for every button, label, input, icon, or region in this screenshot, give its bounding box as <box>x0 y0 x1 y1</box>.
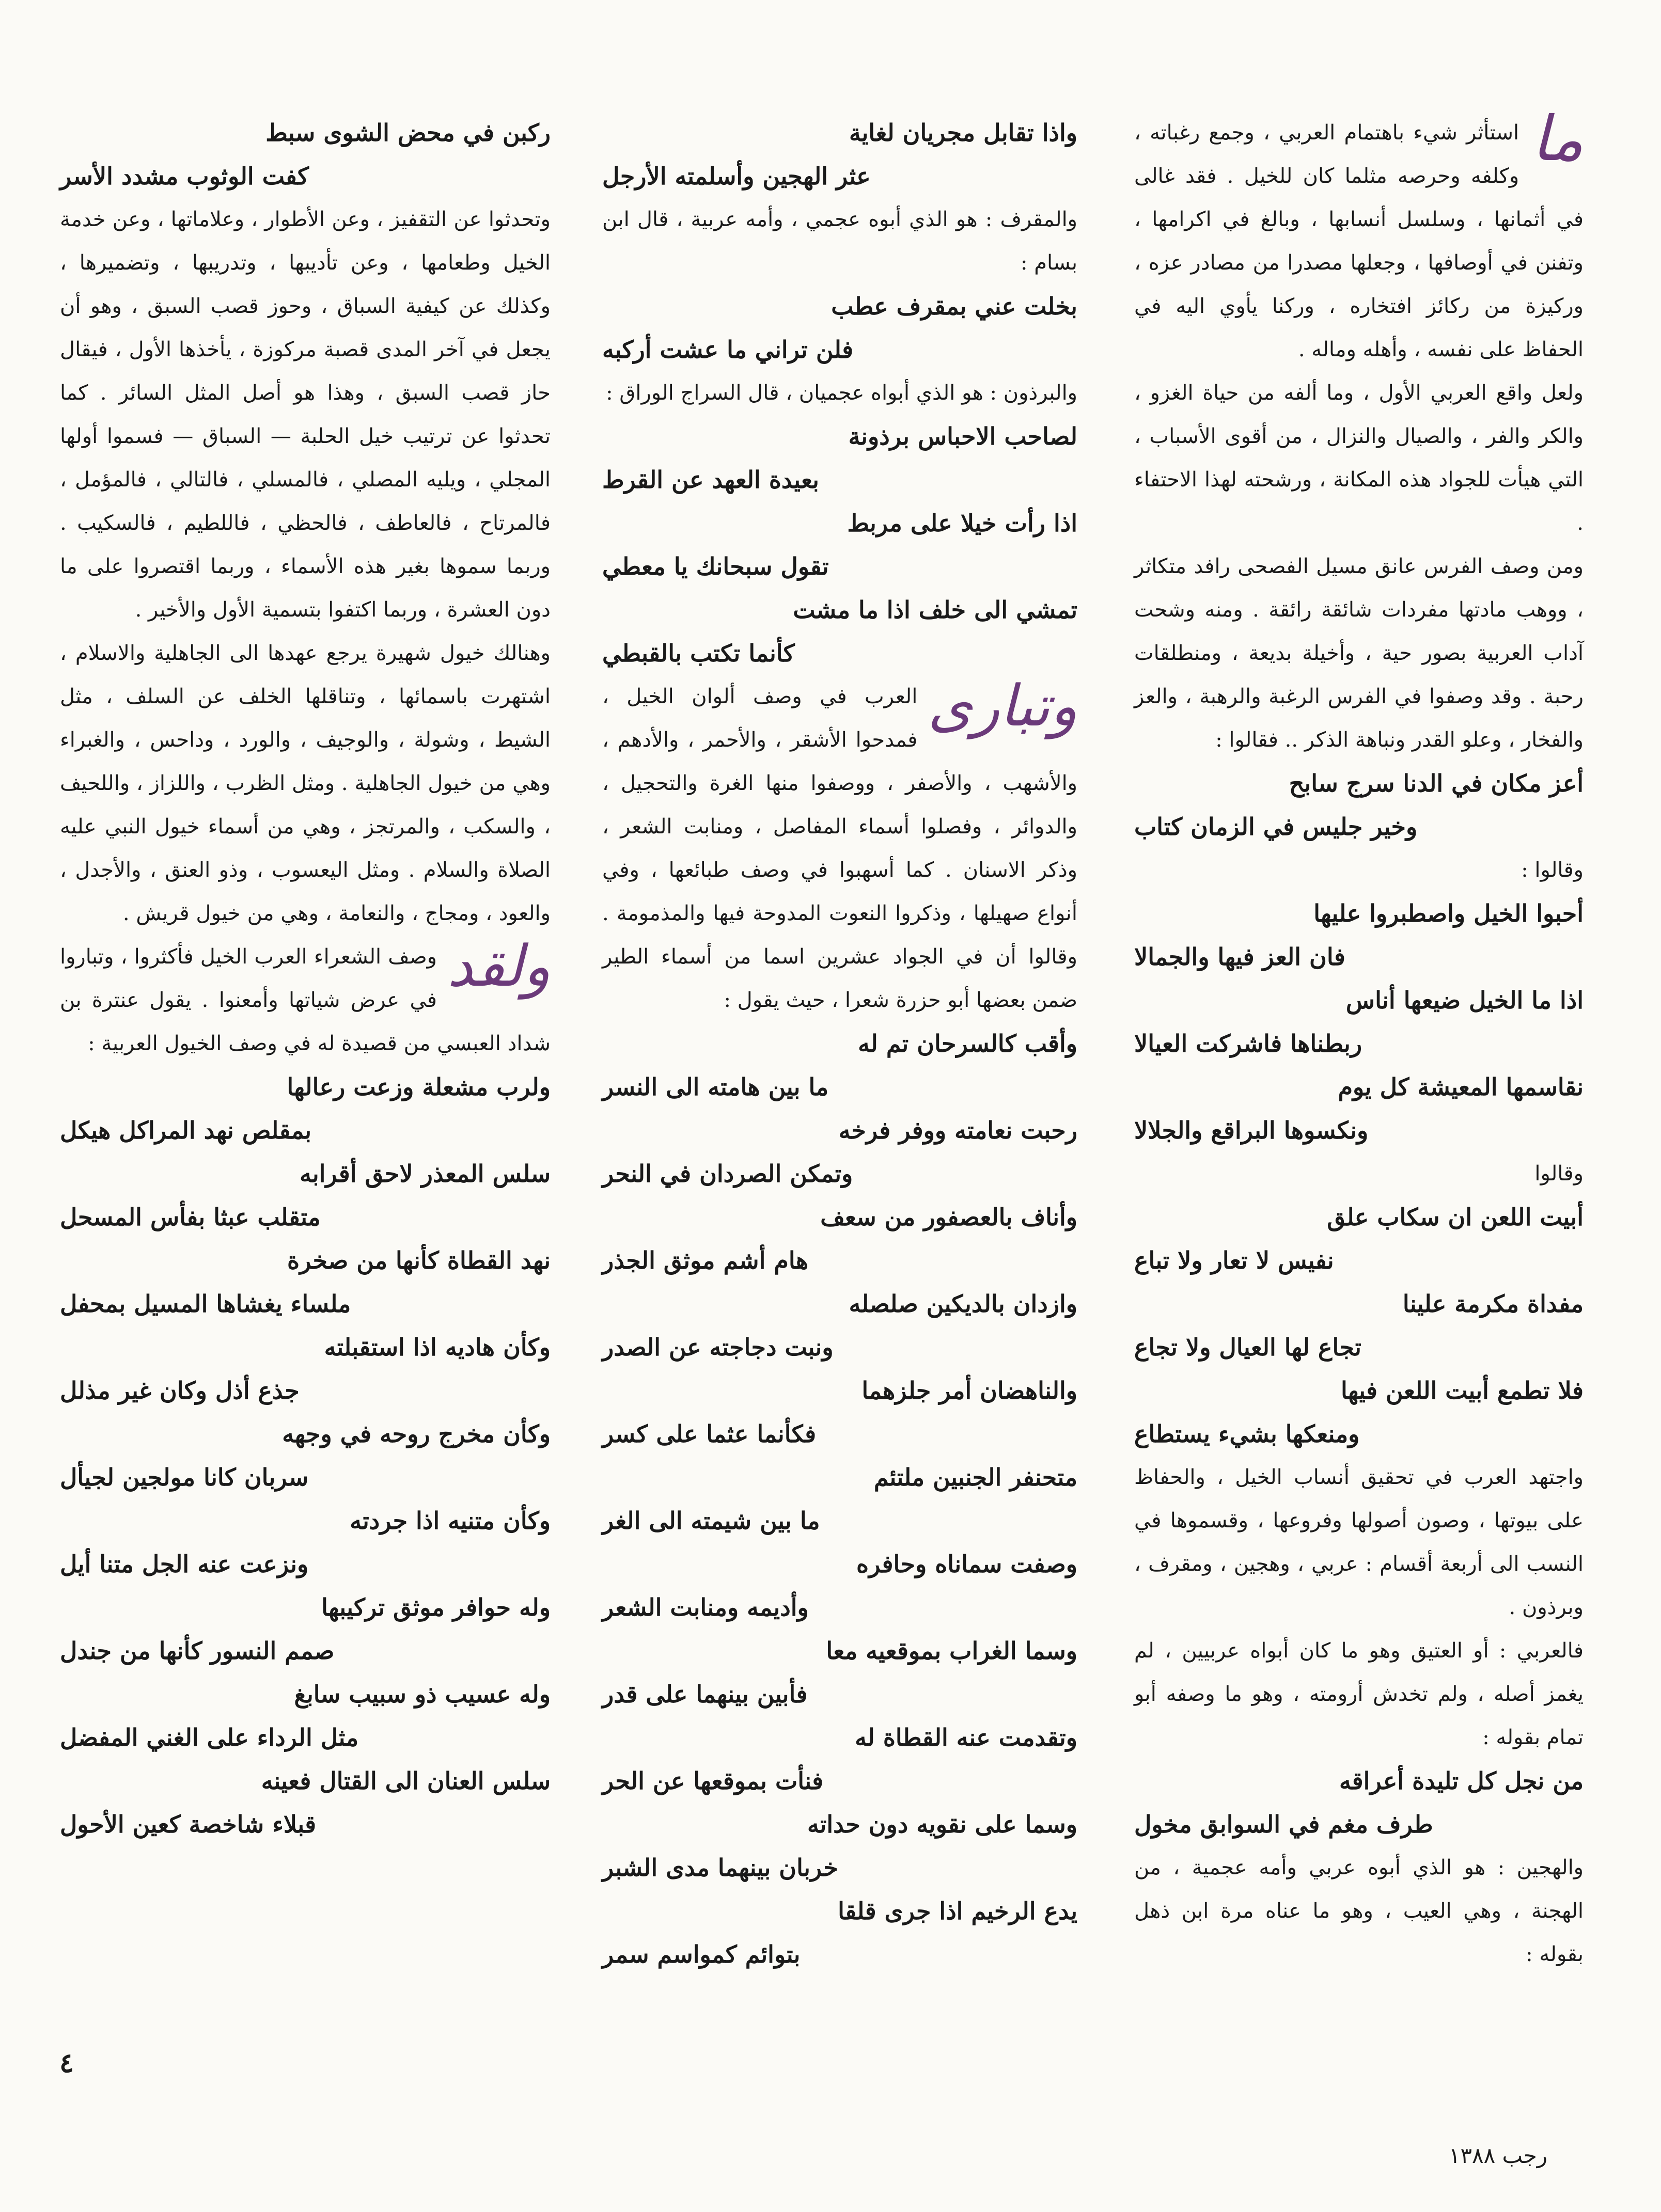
verse-line: بعيدة العهد عن القرط <box>602 466 819 494</box>
verse-line: بخلت عني بمقرف عطب <box>831 292 1077 320</box>
verse-line: ومنعكها بشيء يستطاع <box>1134 1420 1360 1448</box>
verse-line: صمم النسور كأنها من جندل <box>60 1637 335 1665</box>
verse-line: ولرب مشعلة وزعت رعالها <box>287 1073 551 1101</box>
paragraph: ولعل واقع العربي الأول ، وما ألفه من حياة الغزو ، والكر والفر ، والصيال والنزال ، من أقوى الأسباب ، التي هيأت للجواد هذه المكانة ، ورشحته لهذا الاحتفاء . <box>1134 381 1584 535</box>
verse-line: نهد القطاة كأنها من صخرة <box>287 1246 551 1274</box>
decorative-initial: ولقد <box>447 933 551 999</box>
paragraph <box>60 935 551 1065</box>
verse-line: تقول سبحانك يا معطي <box>602 552 829 580</box>
verse-line: خربان بينهما مدى الشبر <box>602 1854 838 1882</box>
paragraph: والمقرف : هو الذي أبوه عجمي ، وأمه عربية ، قال ابن بسام : <box>602 208 1077 275</box>
verse-line: أبيت اللعن ان سكاب علق <box>1327 1203 1584 1231</box>
paragraph: ومن وصف الفرس عانق مسيل الفصحى رافد متكاثر ، ووهب مادتها مفردات شائقة رائقة . ومنه وشحت آداب العربية بصور حية ، وأخيلة بديعة ، ومنطلقات رحبة . وقد وصفوا في الفرس الرغبة والرهبة ، والعز والفخار ، وعلو القدر ونباهة الذكر .. فقالوا : <box>1134 555 1584 752</box>
verse-line: واذا تقابل مجريان لغاية <box>849 119 1077 147</box>
verse-line: بمقلص نهد المراكل هيكل <box>60 1116 312 1144</box>
paragraph <box>602 675 1077 1022</box>
decorative-initial: وتبارى <box>928 673 1077 739</box>
verse-line: سربان كانا مولجين لجيأل <box>60 1463 309 1491</box>
paragraph-text: استأثر شيء باهتمام العربي ، وجمع رغباته ، وكلفه وحرصه مثلما كان للخيل . فقد غالى في أثمانها ، وسلسل أنسابها ، وبالغ في اكرامها ، وتفنن في أوصافها ، وجعلها مصدرا من مصادر عزه ، وركيزة من ركائز افتخاره ، وركنا يأوي اليه في الحفاظ على نفسه ، وأهله وماله . <box>1134 121 1584 361</box>
paragraph: وقالوا : <box>1521 858 1584 882</box>
verse-line: فكأنما عثما على كسر <box>602 1420 817 1448</box>
verse-line: ونزعت عنه الجل متنا أيل <box>60 1550 309 1578</box>
verse-line: وأقب كالسرحان تم له <box>858 1030 1077 1057</box>
verse-line: وصفت سماناه وحافره <box>856 1550 1077 1578</box>
verse-line: كفت الوثوب مشدد الأسر <box>60 162 309 190</box>
verse-line: مفداة مكرمة علينا <box>1402 1290 1584 1318</box>
verse-line: قبلاء شاخصة كعين الأحول <box>60 1810 317 1838</box>
paragraph: وتحدثوا عن التقفيز ، وعن الأطوار ، وعلاماتها ، وعن خدمة الخيل وطعامها ، وعن تأديبها ، وتدريبها ، وتضميرها ، وكذلك عن كيفية السباق ، وحوز قصب السبق ، وهو أن يجعل في آخر المدى قصبة مركوزة ، يأخذها الأول ، فيقال حاز قصب السبق ، وهذا هو أصل المثل السائر . كما تحدثوا عن ترتيب خيل الحلبة — السباق — فسموا أولها المجلي ، ويليه المصلي ، فالمسلي ، فالتالي ، فالمؤمل ، فالمرتاح ، فالعاطف ، فالحظي ، فاللطيم ، فالسكيب . وربما سموها بغير هذه الأسماء ، وربما اقتصروا على ما دون العشرة ، وربما اكتفوا بتسمية الأول والأخير . <box>60 208 551 622</box>
verse-line: تمشي الى خلف اذا ما مشت <box>793 596 1077 624</box>
verse-line: ملساء يغشاها المسيل بمحفل <box>60 1290 351 1318</box>
article-column-right <box>1134 103 1584 1976</box>
verse-line: كأنما تكتب بالقبطي <box>602 639 795 667</box>
paragraph: وهنالك خيول شهيرة يرجع عهدها الى الجاهلية والاسلام ، اشتهرت باسمائها ، وتناقلها الخلف عن السلف ، مثل الشيط ، وشولة ، والوجيف ، والورد ، وداحس ، والغبراء وهي من خيول الجاهلية . ومثل الظرب ، واللزاز ، واللحيف ، والسكب ، والمرتجز ، وهي من أسماء خيول النبي عليه الصلاة والسلام . ومثل اليعسوب ، وذو العنق ، والأجدل ، والعود ، ومجاج ، والنعامة ، وهي من خيول قريش . <box>60 641 551 925</box>
verse-line: بتوائم كمواسم سمر <box>602 1940 801 1968</box>
verse-line: فنأت بموقعها عن الحر <box>602 1767 824 1795</box>
verse-line: يدع الرخيم اذا جرى قلقا <box>838 1897 1077 1925</box>
verse-line: والناهضان أمر جلزهما <box>861 1377 1077 1404</box>
paragraph: واجتهد العرب في تحقيق أنساب الخيل ، والحفاظ على بيوتها ، وصون أصولها وفروعها ، وقسموها في النسب الى أربعة أقسام : عربي ، وهجين ، ومقرف ، وبرذون . <box>1134 1465 1584 1619</box>
verse-line: ما بين شيمته الى الغر <box>602 1507 820 1535</box>
paragraph-text: العرب في وصف ألوان الخيل ، فمدحوا الأشقر ، والأحمر ، والأدهم ، والأشهب ، والأصفر ، ووصفوا منها الغرة والتحجيل ، والدوائر ، وفصلوا أسماء المفاصل ، ومنابت الشعر ، وذكر الاسنان . كما أسهبوا في وصف طبائعها ، وفي أنواع صهيلها ، وذكروا النعوت المدوحة فيها والمذمومة . وقالوا أن في الجواد عشرين اسما من أسماء الطير ضمن بعضها أبو حزرة شعرا ، حيث يقول : <box>602 685 1077 1012</box>
page-number: ٤ <box>59 2047 74 2079</box>
verse-line: طرف مغم في السوابق مخول <box>1134 1810 1433 1838</box>
verse-line: وله عسيب ذو سبيب سابغ <box>294 1680 551 1708</box>
verse-line: أعز مكان في الدنا سرج سابح <box>1289 769 1584 797</box>
verse-line: اذا ما الخيل ضيعها أناس <box>1345 986 1584 1014</box>
verse-line: تجاع لها العيال ولا تجاع <box>1134 1333 1361 1361</box>
verse-line: ونكسوها البراقع والجلالا <box>1134 1116 1369 1144</box>
verse-line: لصاحب الاحباس برذونة <box>848 422 1077 450</box>
article-column-middle <box>602 111 1077 1976</box>
paragraph: وقالوا <box>1534 1162 1584 1186</box>
verse-line: وكأن متنيه اذا جردته <box>350 1507 551 1535</box>
verse-line: وتمكن الصردان في النحر <box>602 1160 853 1188</box>
verse-line: من نجل كل تليدة أعراقه <box>1339 1767 1584 1795</box>
verse-line: أحبوا الخيل واصطبروا عليها <box>1313 899 1584 927</box>
verse-line: متحنفر الجنبين ملتئم <box>873 1463 1077 1491</box>
article-column-left <box>60 111 551 1846</box>
verse-line: وازدان بالديكين صلصله <box>849 1290 1077 1318</box>
verse-line: وتقدمت عنه القطاة له <box>855 1724 1077 1751</box>
verse-line: نفيس لا تعار ولا تباع <box>1134 1246 1334 1274</box>
paragraph-text: وصف الشعراء العرب الخيل فأكثروا ، وتباروا في عرض شياتها وأمعنوا . يقول عنترة بن شداد العبسي من قصيدة له في وصف الخيول العربية : <box>60 945 551 1055</box>
verse-line: وأديمه ومنابت الشعر <box>602 1593 809 1621</box>
verse-line: اذا رأت خيلا على مربط <box>847 509 1077 537</box>
verse-line: وخير جليس في الزمان كتاب <box>1134 813 1418 841</box>
verse-line: هام أشم موثق الجذر <box>602 1246 809 1274</box>
verse-line: وسما على نقويه دون حداته <box>807 1810 1077 1838</box>
verse-line: وكأن مخرج روحه في وجهه <box>282 1420 551 1448</box>
verse-line: فان العز فيها والجمالا <box>1134 943 1345 971</box>
verse-line: سلس العنان الى القتال فعينه <box>261 1767 551 1795</box>
paragraph: والبرذون : هو الذي أبواه عجميان ، قال السراج الوراق : <box>606 381 1077 405</box>
verse-line: عثر الهجين وأسلمته الأرجل <box>602 162 871 190</box>
verse-line: ما بين هامته الى النسر <box>602 1073 829 1101</box>
verse-line: فلا تطمع أبيت اللعن فيها <box>1340 1377 1584 1404</box>
verse-line: وله حوافر موثق تركيبها <box>321 1593 551 1621</box>
verse-line: سلس المعذر لاحق أقرابه <box>300 1160 551 1188</box>
footer-date: رجب ١٣٨٨ <box>1448 2143 1547 2168</box>
verse-line: وأناف بالعصفور من سعف <box>820 1203 1077 1231</box>
verse-line: فأبين بينهما على قدر <box>602 1680 808 1708</box>
verse-line: رحبت نعامته ووفر فرخه <box>838 1116 1077 1144</box>
verse-line: ركبن في محض الشوى سبط <box>265 119 551 147</box>
verse-line: فلن تراني ما عشت أركبه <box>602 336 854 364</box>
verse-line: ربطناها فاشركت العيالا <box>1134 1030 1362 1057</box>
verse-line: نقاسمها المعيشة كل يوم <box>1338 1073 1584 1101</box>
paragraph: والهجين : هو الذي أبوه عربي وأمه عجمية ، من الهجنة ، وهي العيب ، وهو ما عناه مرة ابن ذهل بقوله : <box>1134 1856 1584 1966</box>
paragraph <box>1134 103 1584 371</box>
verse-line: ونبت دجاجته عن الصدر <box>602 1333 834 1361</box>
verse-line: وكأن هاديه اذا استقبلته <box>324 1333 551 1361</box>
paragraph: فالعربي : أو العتيق وهو ما كان أبواه عربيين ، لم يغمز أصله ، ولم تخدش أرومته ، وهو ما وصفه أبو تمام بقوله : <box>1134 1639 1584 1749</box>
verse-line: جذع أذل وكان غير مذلل <box>60 1377 300 1404</box>
verse-line: وسما الغراب بموقعيه معا <box>826 1637 1077 1665</box>
verse-line: مثل الرداء على الغني المفضل <box>60 1724 359 1751</box>
verse-line: متقلب عبثا بفأس المسحل <box>60 1203 321 1231</box>
decorative-initial: ما <box>1531 103 1584 175</box>
